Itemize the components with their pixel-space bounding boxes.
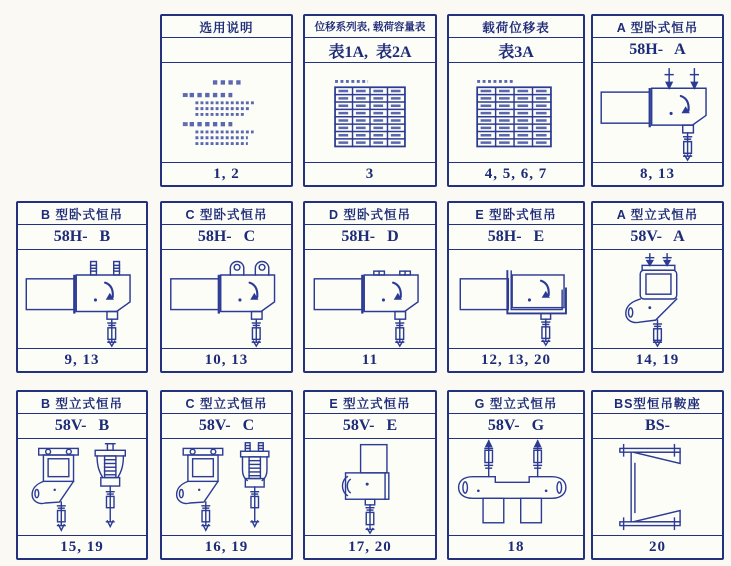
cell-load-table bbox=[447, 14, 585, 187]
cell-page-numbers: 3 bbox=[305, 162, 435, 185]
cell-model: 表1A, 表2A bbox=[305, 38, 435, 63]
cell-model: 58V- A bbox=[593, 225, 722, 250]
saddle-bracket-icon bbox=[593, 439, 722, 535]
vertical-hanger-g-icon bbox=[449, 439, 583, 535]
cell-model bbox=[162, 38, 291, 63]
cell-page-numbers: 8, 13 bbox=[593, 162, 722, 185]
cell-title: 位移系列表, 载荷容量表 bbox=[305, 16, 435, 38]
cell-drawing bbox=[18, 250, 146, 348]
cell-model: 58H- A bbox=[593, 38, 722, 63]
cell-page-numbers: 18 bbox=[449, 535, 583, 558]
cell-model: 表3A bbox=[449, 38, 583, 63]
cell-58v-g bbox=[447, 390, 585, 560]
cell-title: B 型立式恒吊 bbox=[18, 392, 146, 414]
cell-title: 选用说明 bbox=[162, 16, 291, 38]
data-table-icon bbox=[449, 63, 583, 162]
vertical-hanger-e-icon bbox=[305, 439, 435, 535]
cell-drawing bbox=[449, 250, 583, 348]
cell-model: 58V- G bbox=[449, 414, 583, 439]
horizontal-hanger-c-icon bbox=[162, 250, 291, 348]
cell-title: A 型卧式恒吊 bbox=[593, 16, 722, 38]
cell-page-numbers: 20 bbox=[593, 535, 722, 558]
cell-title: E 型卧式恒吊 bbox=[449, 203, 583, 225]
horizontal-hanger-e-icon bbox=[449, 250, 583, 348]
cell-58v-c bbox=[160, 390, 293, 560]
data-table-icon bbox=[305, 63, 435, 162]
cell-model: 58H- D bbox=[305, 225, 435, 250]
cell-page-numbers: 10, 13 bbox=[162, 348, 291, 371]
vertical-hanger-c-icon bbox=[162, 439, 291, 535]
cell-title: G 型立式恒吊 bbox=[449, 392, 583, 414]
cell-model: 58V- B bbox=[18, 414, 146, 439]
cell-58h-a bbox=[591, 14, 724, 187]
cell-title: D 型卧式恒吊 bbox=[305, 203, 435, 225]
cell-title: C 型卧式恒吊 bbox=[162, 203, 291, 225]
cell-page-numbers: 11 bbox=[305, 348, 435, 371]
cell-drawing bbox=[305, 63, 435, 162]
cell-bs-saddle bbox=[591, 390, 724, 560]
cell-model: 58V- C bbox=[162, 414, 291, 439]
cell-drawing bbox=[305, 250, 435, 348]
document-text-icon bbox=[162, 63, 291, 162]
cell-drawing bbox=[18, 439, 146, 535]
cell-58v-e bbox=[303, 390, 437, 560]
cell-title: 载荷位移表 bbox=[449, 16, 583, 38]
horizontal-hanger-b-icon bbox=[18, 250, 146, 348]
cell-page-numbers: 9, 13 bbox=[18, 348, 146, 371]
horizontal-hanger-d-icon bbox=[305, 250, 435, 348]
cell-drawing bbox=[593, 439, 722, 535]
cell-58h-b bbox=[16, 201, 148, 373]
cell-page-numbers: 1, 2 bbox=[162, 162, 291, 185]
cell-58v-a bbox=[591, 201, 724, 373]
cell-page-numbers: 16, 19 bbox=[162, 535, 291, 558]
cell-drawing bbox=[305, 439, 435, 535]
cell-title: A 型立式恒吊 bbox=[593, 203, 722, 225]
cell-title: BS型恒吊鞍座 bbox=[593, 392, 722, 414]
vertical-hanger-b-icon bbox=[18, 439, 146, 535]
cell-model: 58H- B bbox=[18, 225, 146, 250]
cell-series-tables bbox=[303, 14, 437, 187]
cell-title: B 型卧式恒吊 bbox=[18, 203, 146, 225]
cell-58h-e bbox=[447, 201, 585, 373]
cell-58v-b bbox=[16, 390, 148, 560]
cell-58h-c bbox=[160, 201, 293, 373]
cell-model: 58H- C bbox=[162, 225, 291, 250]
cell-page-numbers: 14, 19 bbox=[593, 348, 722, 371]
cell-model: 58V- E bbox=[305, 414, 435, 439]
cell-model: 58H- E bbox=[449, 225, 583, 250]
cell-58h-d bbox=[303, 201, 437, 373]
cell-page-numbers: 4, 5, 6, 7 bbox=[449, 162, 583, 185]
cell-drawing bbox=[162, 250, 291, 348]
cell-drawing bbox=[449, 439, 583, 535]
cell-title: E 型立式恒吊 bbox=[305, 392, 435, 414]
cell-drawing bbox=[593, 250, 722, 348]
cell-page-numbers: 17, 20 bbox=[305, 535, 435, 558]
cell-title: C 型立式恒吊 bbox=[162, 392, 291, 414]
cell-drawing bbox=[593, 63, 722, 162]
cell-model: BS- bbox=[593, 414, 722, 439]
cell-drawing bbox=[449, 63, 583, 162]
horizontal-hanger-a-icon bbox=[593, 63, 722, 162]
cell-page-numbers: 12, 13, 20 bbox=[449, 348, 583, 371]
cell-drawing bbox=[162, 63, 291, 162]
cell-intro bbox=[160, 14, 293, 187]
vertical-hanger-a-icon bbox=[593, 250, 722, 348]
cell-page-numbers: 15, 19 bbox=[18, 535, 146, 558]
cell-drawing bbox=[162, 439, 291, 535]
